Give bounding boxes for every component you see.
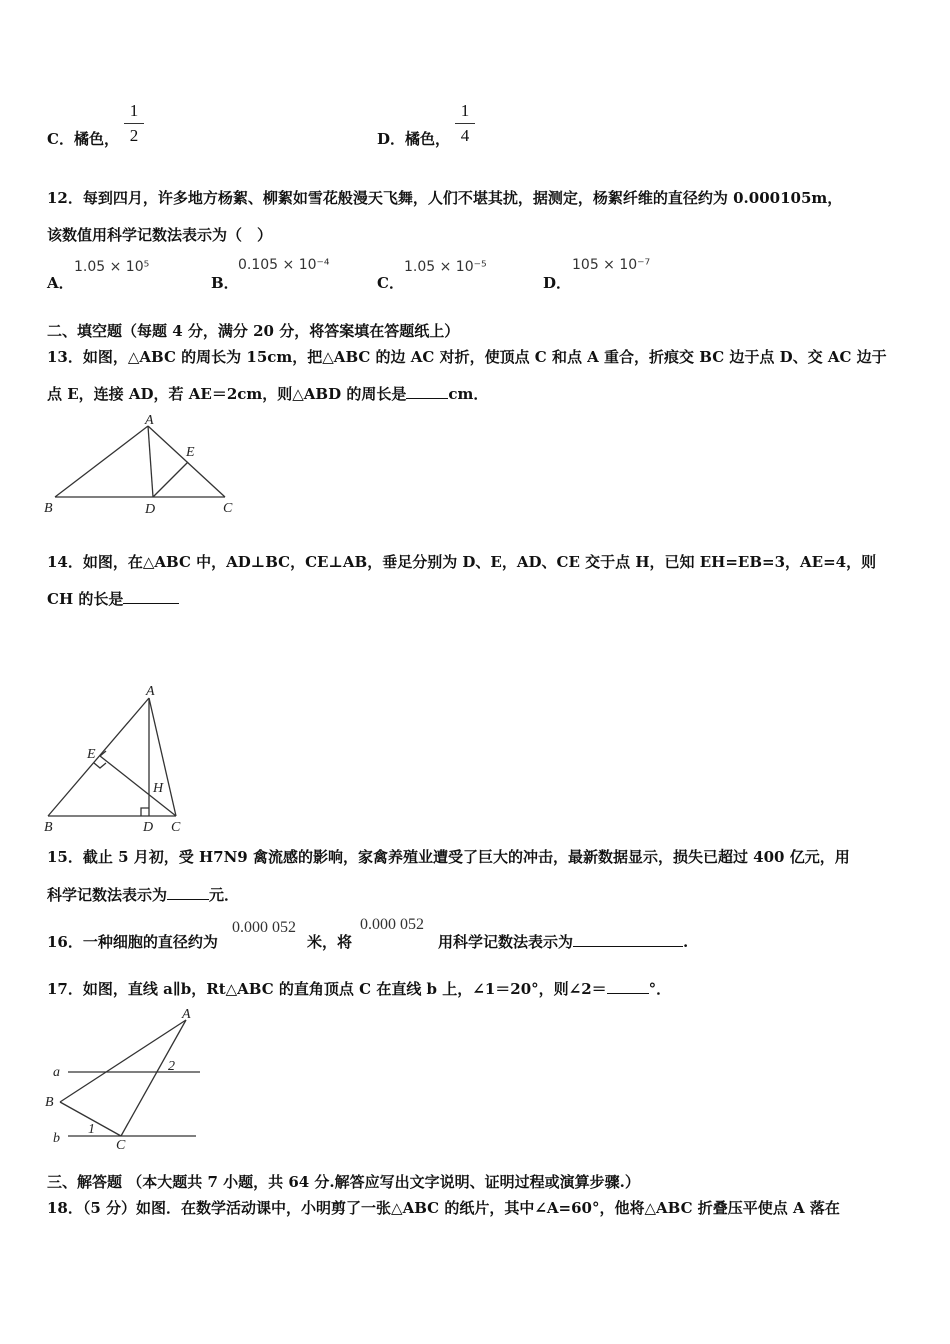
q16-number-2: 0.000 052: [360, 916, 424, 933]
q12-line-1: 12．每到四月，许多地方杨絮、柳絮如雪花般漫天飞舞，人们不堪其扰，据测定，杨絮纤维的直径约为 0.000105m，: [47, 189, 843, 207]
q12-option-c-label: C．: [377, 274, 404, 292]
q12-option-a-value: 1.05 × 10⁵: [74, 259, 150, 275]
q12-option-a-label: A．: [47, 274, 74, 292]
q13-label-a: A: [145, 413, 154, 428]
q17-label-angle-2: 2: [168, 1059, 175, 1074]
q14-label-e: E: [87, 747, 96, 762]
q14-label-c: C: [171, 820, 181, 835]
q14-line-1: 14．如图，在△ABC 中，AD⊥BC，CE⊥AB，垂足分别为 D、E，AD、CE 交于点 H，已知 EH=EB=3，AE=4，则: [47, 553, 877, 571]
q11-option-c-numerator: 1: [129, 101, 139, 120]
q14-label-b: B: [44, 820, 53, 835]
q14-label-d: D: [143, 820, 154, 835]
q12-option-c-value: 1.05 × 10⁻⁵: [404, 259, 487, 275]
q13-label-e: E: [186, 445, 195, 460]
q11-option-d-numerator: 1: [460, 101, 470, 120]
q17-label-line-b: b: [53, 1131, 60, 1146]
q17-label-b: B: [45, 1095, 54, 1110]
section-3-title: 三、解答题 （本大题共 7 小题，共 64 分.解答应写出文字说明、证明过程或演算步骤.）: [47, 1173, 640, 1191]
q16-part-4: .: [683, 933, 689, 951]
q12-option-d-value: 105 × 10⁻⁷: [572, 257, 651, 273]
q13-label-c: C: [223, 501, 233, 516]
q17-unit: °．: [648, 980, 672, 998]
q16-number-1: 0.000 052: [232, 919, 296, 936]
q13-line-2-unit: cm．: [448, 385, 489, 403]
q13-line-2-text: 点 E，连接 AD，若 AE＝2cm，则△ABD 的周长是: [47, 385, 407, 403]
section-2-title: 二、填空题（每题 4 分，满分 20 分，将答案填在答题纸上）: [47, 322, 460, 340]
q16-part-3: 用科学记数法表示为: [438, 933, 574, 951]
q14-label-h: H: [153, 781, 164, 796]
q17-label-a: A: [182, 1007, 191, 1022]
q17-label-c: C: [116, 1138, 126, 1153]
q13-label-b: B: [44, 501, 53, 516]
q18-line-1: 18．（5 分）如图．在数学活动课中，小明剪了一张△ABC 的纸片，其中∠A=60°，他将△ABC 折叠压平使点 A 落在: [47, 1199, 840, 1217]
q11-option-c-label: C．橘色，: [47, 130, 119, 148]
q11-option-d-denominator: 4: [460, 126, 470, 145]
q12-option-d-label: D．: [543, 274, 572, 292]
q13-line-1: 13．如图，△ABC 的周长为 15cm，把△ABC 的边 AC 对折，使顶点 C 和点 A 重合，折痕交 BC 边于点 D、交 AC 边于: [47, 348, 887, 366]
q12-option-b-label: B．: [211, 274, 239, 292]
q15-line-2-text: 科学记数法表示为: [47, 886, 168, 904]
q13-label-d: D: [145, 502, 156, 517]
q14-label-a: A: [146, 684, 155, 699]
q12-line-2: 该数值用科学记数法表示为（ ）: [47, 226, 273, 244]
q17-label-angle-1: 1: [88, 1122, 95, 1137]
q15-line-2-unit: 元．: [209, 886, 240, 904]
q15-line-1: 15．截止 5 月初，受 H7N9 禽流感的影响，家禽养殖业遭受了巨大的冲击，最新数据显示，损失已超过 400 亿元，用: [47, 848, 850, 866]
q16-part-2: 米，将: [307, 933, 353, 951]
q11-option-c-denominator: 2: [129, 126, 139, 145]
q17-text: 17．如图，直线 a∥b，Rt△ABC 的直角顶点 C 在直线 b 上，∠1＝20°，则∠2＝: [47, 980, 607, 998]
q17-label-line-a: a: [53, 1065, 60, 1080]
q14-line-2-text: CH 的长是: [47, 590, 124, 608]
q16-part-1: 16．一种细胞的直径约为: [47, 933, 218, 951]
q11-option-d-label: D．橘色，: [377, 130, 451, 148]
q12-option-b-value: 0.105 × 10⁻⁴: [238, 257, 330, 273]
